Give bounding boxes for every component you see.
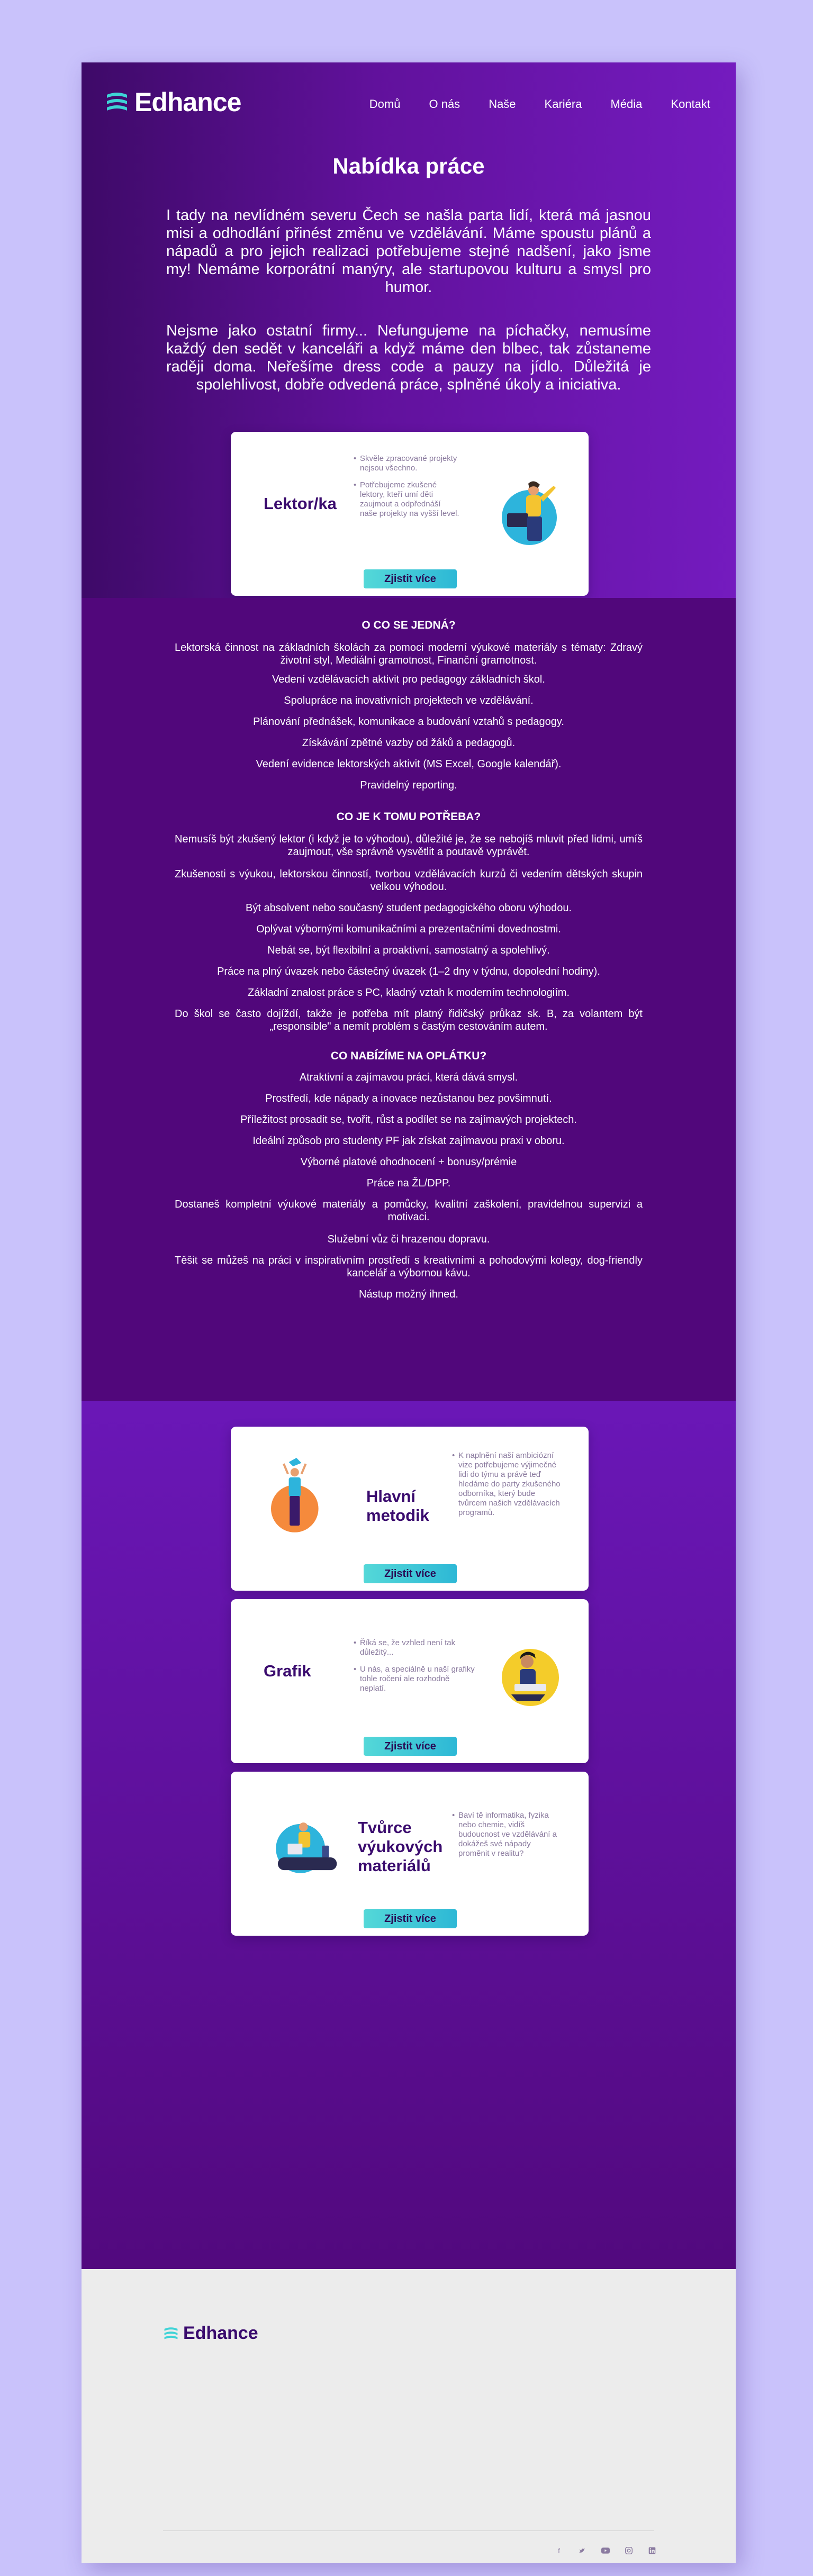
detail-line: Vedení vzdělávacích aktivit pro pedagogy základních škol. xyxy=(272,674,545,685)
detail-line: Plánování přednášek, komunikace a budování vztahů s pedagogy. xyxy=(253,716,564,728)
job-bullets xyxy=(354,1638,475,1701)
detail-line: Být absolvent nebo současný student pedagogického oboru výhodou. xyxy=(246,902,572,914)
job-title: Grafik xyxy=(264,1662,311,1680)
lecturer-illustration-icon xyxy=(491,474,565,548)
job-card-lektor xyxy=(231,432,589,596)
job-card-tvurce xyxy=(231,1772,589,1936)
detail-line: Těšit se můžeš na práci v inspirativním prostředí s kreativními a pohodovými kolegy, dog-friendly kancelář a výbornou kávu. xyxy=(175,1255,643,1279)
footer-logo[interactable] xyxy=(163,2323,258,2344)
job-bullet: • Baví tě informatika, fyzika nebo chemie, vidíš budoucnost ve vzdělávání a dokážeš své nápady proměnit v realitu? xyxy=(452,1811,563,1858)
job-title: Hlavní metodik xyxy=(366,1487,429,1525)
section-heading-requirements: CO JE K TOMU POTŘEBA? xyxy=(336,811,481,823)
detail-line: Základní znalost práce s PC, kladný vztah k moderním technologiím. xyxy=(247,987,570,999)
linkedin-icon[interactable] xyxy=(647,2545,657,2556)
job-bullet: • Skvěle zpracované projekty nejsou všechno. xyxy=(354,454,459,473)
job-card-metodik xyxy=(231,1427,589,1591)
footer-brand-name: Edhance xyxy=(183,2323,258,2343)
detail-line: Nemusíš být zkušený lektor (i když je to výhodou), důležité je, že se nebojíš mluvit před lidmi, umíš zaujmout, vše správně vysvětlit a poutavě vyprávět. xyxy=(175,833,643,858)
footer xyxy=(82,2269,736,2563)
detail-line: Služební vůz či hrazenou dopravu. xyxy=(327,1233,490,1245)
job-bullet: • U nás, a speciálně u naší grafiky tohle ročení ale rozhodně neplatí. xyxy=(354,1665,475,1693)
edhance-logo-icon xyxy=(163,2325,179,2342)
job-bullets xyxy=(354,454,459,526)
main-nav xyxy=(369,97,710,111)
brand-logo[interactable] xyxy=(105,87,241,117)
detail-line: Výborné platové ohodnocení + bonusy/prémie xyxy=(300,1156,517,1168)
detail-line: Práce na plný úvazek nebo částečný úvazek (1–2 dny v týdnu, dopolední hodiny). xyxy=(217,966,600,977)
job-title: Tvůrce výukových materiálů xyxy=(358,1818,443,1875)
detail-line: Nebát se, být flexibilní a proaktivní, samostatný a spolehlivý. xyxy=(267,945,550,956)
detail-line: Atraktivní a zajímavou práci, která dává smysl. xyxy=(299,1072,518,1083)
instagram-icon[interactable] xyxy=(624,2545,634,2556)
job-bullet: • Potřebujeme zkušené lektory, kteří umí děti zaujmout a odpřednáší naše projekty na vyšší level. xyxy=(354,480,459,519)
nav-nase[interactable]: Naše xyxy=(489,97,516,111)
detail-line: Dostaneš kompletní výukové materiály a pomůcky, kvalitní zaškolení, pravidelnou supervizi a motivaci. xyxy=(175,1199,643,1223)
job-bullets xyxy=(452,1811,563,1866)
detail-line: Prostředí, kde nápady a inovace nezůstanou bez povšimnutí. xyxy=(265,1093,552,1104)
detail-line: Vedení evidence lektorských aktivit (MS Excel, Google kalendář). xyxy=(256,758,562,770)
designer-illustration-icon xyxy=(490,1638,564,1712)
twitter-icon[interactable] xyxy=(577,2545,588,2556)
creator-illustration-icon xyxy=(268,1816,342,1885)
job-bullet: • Říká se, že vzhled není tak důležitý... xyxy=(354,1638,475,1657)
detail-line: Lektorská činnost na základních školách za pomoci moderní výukové materiály s tématy: Zdravý životní styl, Mediální gramotnost, Finanční gramotnost. xyxy=(175,642,643,666)
detail-line: Nástup možný ihned. xyxy=(359,1289,458,1300)
detail-line: Ideální způsob pro studenty PF jak získat zajímavou praxi v oboru. xyxy=(252,1135,565,1147)
other-jobs-section xyxy=(82,1401,736,2269)
nav-kontakt[interactable]: Kontakt xyxy=(671,97,710,111)
learn-more-button[interactable]: Zjistit více xyxy=(364,1564,457,1583)
youtube-icon[interactable] xyxy=(600,2545,611,2556)
detail-line: Zkušenosti s výukou, lektorskou činností, tvorbou vzdělávacích kurzů či vedením dětských skupin velkou výhodou. xyxy=(175,868,643,893)
nav-o-nas[interactable]: O nás xyxy=(429,97,460,111)
section-heading-what: O CO SE JEDNÁ? xyxy=(362,619,456,631)
footer-divider xyxy=(163,2530,654,2531)
hero-culture-text: Nejsme jako ostatní firmy... Nefungujeme na píchačky, nemusíme každý den sedět v kanceláři a když máme den blbec, tak zůstaneme raději doma. Neřešíme dress code a pauzy na jídlo. Důležitá je spolehlivost, dobře odvedená práce, splněné úkoly a iniciativa. xyxy=(166,322,651,393)
learn-more-button[interactable]: Zjistit více xyxy=(364,1909,457,1928)
methodologist-illustration-icon xyxy=(263,1446,326,1546)
facebook-icon[interactable]: f xyxy=(558,2546,560,2555)
job-bullet: • K naplnění naší ambiciózní vize potřebujeme výjimečné lidi do týmu a právě teď hledáme do party zkušeného odborníka, který bude tvůrcem našich vzdělávacích programů. xyxy=(452,1451,563,1518)
detail-line: Do škol se často dojíždí, takže je potřeba mít platný řidičský průkaz sk. B, za volantem být „responsible" a nemít problém s častým cestováním autem. xyxy=(175,1008,643,1032)
brand-name: Edhance xyxy=(134,87,241,117)
job-card-grafik xyxy=(231,1599,589,1763)
social-links xyxy=(554,2545,657,2556)
detail-line: Získávání zpětné vazby od žáků a pedagogů. xyxy=(302,737,516,749)
detail-line: Oplývat výbornými komunikačními a prezentačními dovednostmi. xyxy=(256,923,561,935)
nav-kariera[interactable]: Kariéra xyxy=(544,97,582,111)
hero-section xyxy=(82,62,736,598)
detail-line: Spolupráce na inovativních projektech ve vzdělávání. xyxy=(284,695,534,706)
nav-media[interactable]: Média xyxy=(610,97,643,111)
page-title: Nabídka práce xyxy=(332,153,485,178)
detail-line: Pravidelný reporting. xyxy=(360,779,457,791)
job-bullets xyxy=(452,1451,563,1525)
page-frame xyxy=(82,62,736,2563)
learn-more-button[interactable]: Zjistit více xyxy=(364,1737,457,1756)
learn-more-button[interactable]: Zjistit více xyxy=(364,569,457,588)
nav-domu[interactable]: Domů xyxy=(369,97,401,111)
edhance-logo-icon xyxy=(105,89,129,115)
job-detail-section xyxy=(82,598,736,1401)
hero-intro-text: I tady na nevlídném severu Čech se našla parta lidí, která má jasnou misi a odhodlání přinést změnu ve vzdělávání. Máme spoustu plánů a nápadů a pro jejich realizaci potřebujeme stejné nadšení, jako jsme my! Nemáme korporátní manýry, ale startupovou kulturu a smysl pro humor. xyxy=(166,207,651,296)
section-heading-offer: CO NABÍZÍME NA OPLÁTKU? xyxy=(330,1050,487,1062)
detail-line: Příležitost prosadit se, tvořit, růst a podílet se na zajímavých projektech. xyxy=(240,1114,577,1126)
detail-line: Práce na ŽL/DPP. xyxy=(366,1177,451,1189)
job-title: Lektor/ka xyxy=(264,494,337,513)
